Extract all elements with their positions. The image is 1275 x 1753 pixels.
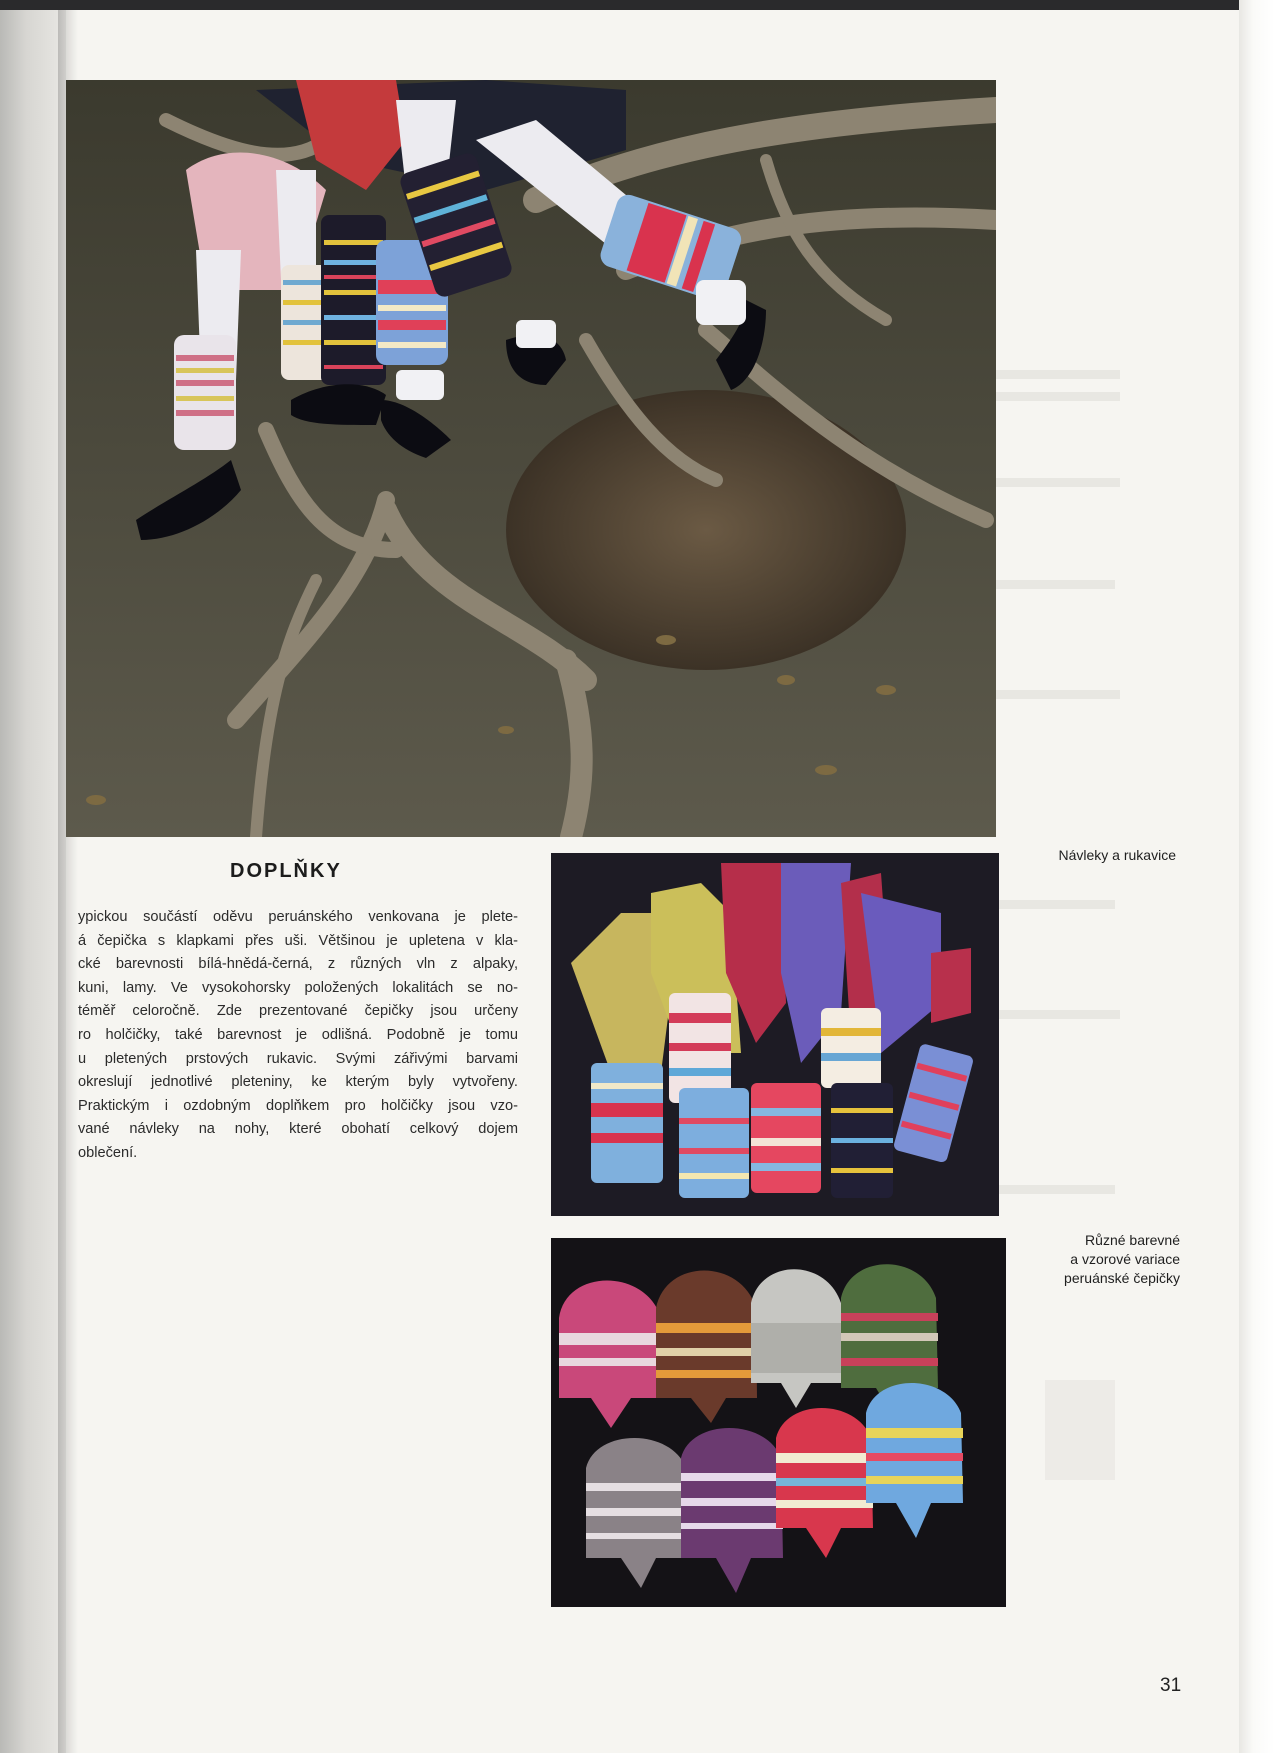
body-line: ypickou součástí oděvu peruánského venkovana je plete- xyxy=(78,909,518,925)
page-number: 31 xyxy=(1160,1675,1182,1696)
body-line: ro holčičky, také barevnost je odlišná. Podobně je tomu xyxy=(78,1026,518,1043)
bleed-through xyxy=(995,900,1115,909)
body-line: kuni, lamy. Ve vysokohorsky položených lokalitách se no- xyxy=(78,979,518,996)
gloves-caption: Návleky a rukavice xyxy=(1058,847,1176,863)
body-line: Praktickým i ozdobným doplňkem pro holčičky jsou vzo- xyxy=(78,1097,518,1114)
hats-photo xyxy=(551,1238,1006,1607)
body-line: u pletených prstových rukavic. Svými zářivými barvami xyxy=(78,1050,518,1067)
hats-caption-line: Různé barevné xyxy=(1085,1232,1180,1248)
bleed-through xyxy=(995,580,1115,589)
page-edge xyxy=(1239,0,1275,1753)
bleed-through xyxy=(1045,1380,1115,1480)
body-line: oblečení. xyxy=(78,1144,138,1161)
bleed-through xyxy=(990,1010,1120,1019)
body-line: okreslují jednotlivé pleteniny, ke kterým byly vytvořeny. xyxy=(78,1074,518,1091)
leg-warmers-photo xyxy=(66,80,996,837)
section-title: DOPLŇKY xyxy=(230,860,342,882)
hats-caption-line: peruánské čepičky xyxy=(1064,1270,1180,1286)
hats-caption xyxy=(1000,1231,1180,1288)
bleed-through xyxy=(990,690,1120,699)
hats-caption-line: a vzorové variace xyxy=(1070,1251,1180,1267)
bleed-through xyxy=(990,370,1120,379)
bleed-through xyxy=(990,478,1120,487)
body-line: á čepička s klapkami přes uši. Většinou je upletena v kla- xyxy=(78,932,518,949)
body-line: téměř celoročně. Zde prezentované čepičky jsou určeny xyxy=(78,1003,518,1020)
gloves-photo xyxy=(551,853,999,1216)
bleed-through xyxy=(995,392,1120,401)
body-line: cké barevnosti bílá-hnědá-černá, z různých vln z alpaky, xyxy=(78,956,518,973)
bleed-through xyxy=(995,1185,1115,1194)
scan-border xyxy=(0,0,1275,10)
body-line: vané návleky na nohy, které obohatí celkový dojem xyxy=(78,1121,518,1138)
book-spine xyxy=(0,10,66,1753)
body-paragraph xyxy=(78,906,518,1166)
